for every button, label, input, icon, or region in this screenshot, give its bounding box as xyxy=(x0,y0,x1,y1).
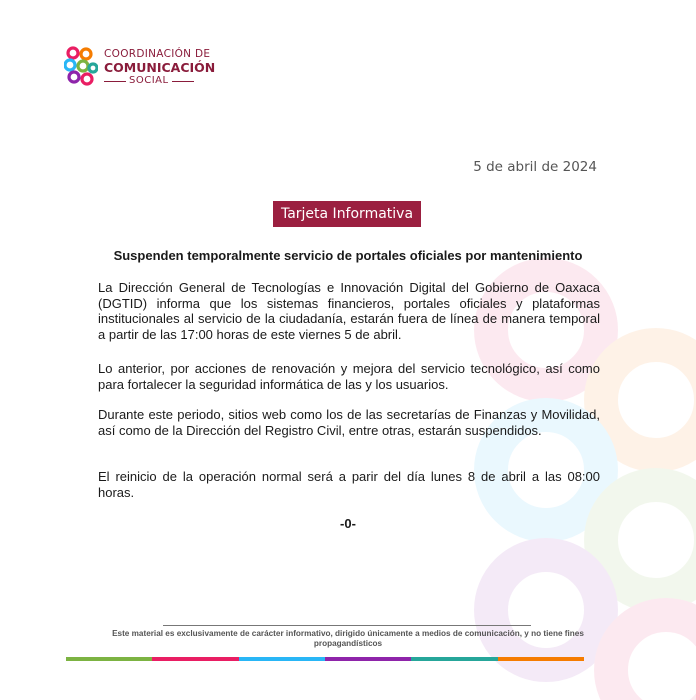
paragraph-2: Lo anterior, por acciones de renovación y mejora del servicio tecnológico, así como para fortalecer la seguridad informática de las y los usuarios. xyxy=(98,361,600,392)
coordination-logo xyxy=(64,44,214,90)
paragraph-1: La Dirección General de Tecnologías e Innovación Digital del Gobierno de Oaxaca (DGTID) informa que los sistemas financieros, portales oficiales y plataformas institucionales al servicio de la ciudadanía, estarán fuera de línea de manera temporal a partir de las 17:00 horas de este viernes 5 de abril. xyxy=(98,280,600,342)
headline: Suspenden temporalmente servicio de portales oficiales por mantenimiento xyxy=(113,248,583,263)
logo-line-2: COMUNICACIÓN xyxy=(104,60,216,75)
paragraph-4: El reinicio de la operación normal será a parir del día lunes 8 de abril a las 08:00 horas. xyxy=(98,469,600,500)
footer-disclaimer: Este material es exclusivamente de carácter informativo, dirigido únicamente a medios de comunicación, y no tiene fines propagandísticos xyxy=(112,629,584,648)
logo-rule-right xyxy=(172,81,194,82)
color-bar xyxy=(66,657,584,661)
logo-line-1: COORDINACIÓN DE xyxy=(104,48,211,60)
color-bar-segment xyxy=(498,657,584,661)
document-type-badge: Tarjeta Informativa xyxy=(273,201,421,227)
logo-line-3: SOCIAL xyxy=(129,75,169,86)
color-bar-segment xyxy=(66,657,152,661)
footer-divider xyxy=(163,625,531,626)
publication-date: 5 de abril de 2024 xyxy=(473,159,597,175)
logo-rule-left xyxy=(104,81,126,82)
color-bar-segment xyxy=(239,657,325,661)
color-bar-segment xyxy=(152,657,238,661)
color-bar-segment xyxy=(325,657,411,661)
color-bar-segment xyxy=(411,657,497,661)
closing-mark: -0- xyxy=(340,516,356,531)
paragraph-3: Durante este periodo, sitios web como los de las secretarías de Finanzas y Movilidad, así como de la Dirección del Registro Civil, entre otras, estarán suspendidos. xyxy=(98,407,600,438)
logo-mark-icon xyxy=(64,44,98,90)
